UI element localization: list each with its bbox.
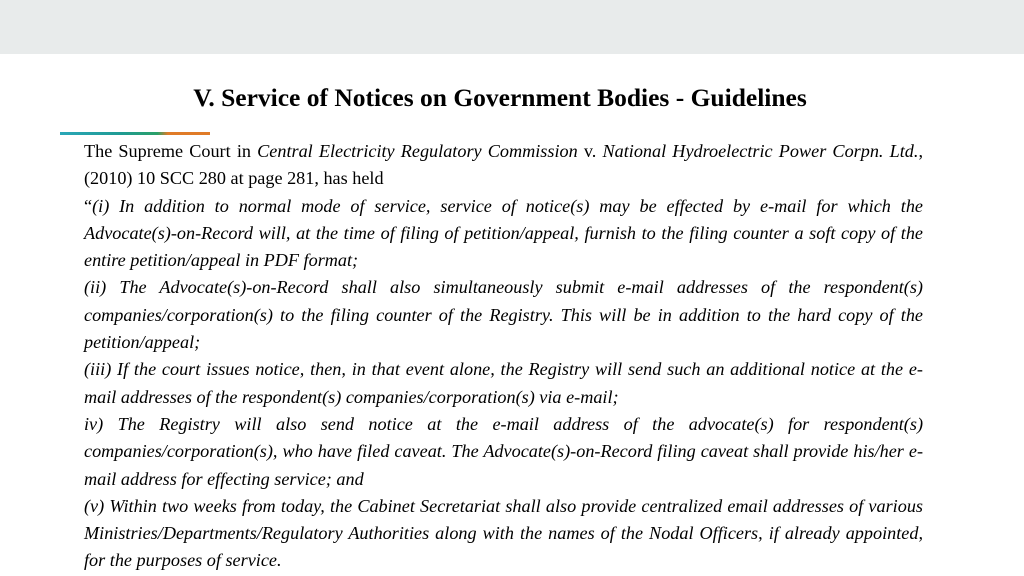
intro-text: The Supreme Court in [84,141,258,161]
title-accent-rule [60,132,210,135]
quote-paragraph-1 [84,193,923,275]
case-party-two: National Hydroelectric Power Corpn. Ltd. [602,141,919,161]
quote-text-4: iv) The Registry will also send notice at the e-mail address of the advocate(s) for respondent(s) companies/corporation(s), who have filed caveat. The Advocate(s)-on-Record filing caveat shall provide his/her e-mail address for effecting service; and [84,413,923,489]
quote-paragraph-3 [84,356,923,411]
versus-text: v. [577,141,603,161]
slide-title: V. Service of Notices on Government Bodies - Guidelines [193,83,807,112]
case-party-one: Central Electricity Regulatory Commission [257,141,578,161]
slide-body [84,138,923,575]
opening-quote-mark: “ [84,195,93,216]
quote-text-1: (i) In addition to normal mode of service, service of notice(s) may be effected by e-mail for which the Advocate(s)-on-Record will, at the time of filing of petition/appeal, furnish to the filing counter a soft copy of the entire petition/appeal in PDF format; [84,195,923,271]
intro-paragraph [84,138,923,193]
quote-paragraph-2 [84,274,923,356]
quote-paragraph-4 [84,411,923,493]
quote-text-3: (iii) If the court issues notice, then, in that event alone, the Registry will send such an additional notice at the e-mail addresses of the respondent(s) companies/corporation(s) via e-mail; [84,359,923,407]
quote-text-2: (ii) The Advocate(s)-on-Record shall also simultaneously submit e-mail addresses of the respondent(s) companies/corporation(s) to the filing counter of the Registry. This will be in addition to the hard copy of the petition/appeal; [84,277,923,353]
quote-paragraph-5 [84,493,923,575]
top-header-band [0,0,1024,54]
citation-text: , (2010) 10 SCC 280 at page 281, has held [84,141,923,189]
quote-text-5: (v) Within two weeks from today, the Cabinet Secretariat shall also provide centralized email addresses of various Ministries/Departments/Regulatory Authorities along with the names of the Nodal Officers, if already appointed, for the purposes of service. [84,495,923,571]
